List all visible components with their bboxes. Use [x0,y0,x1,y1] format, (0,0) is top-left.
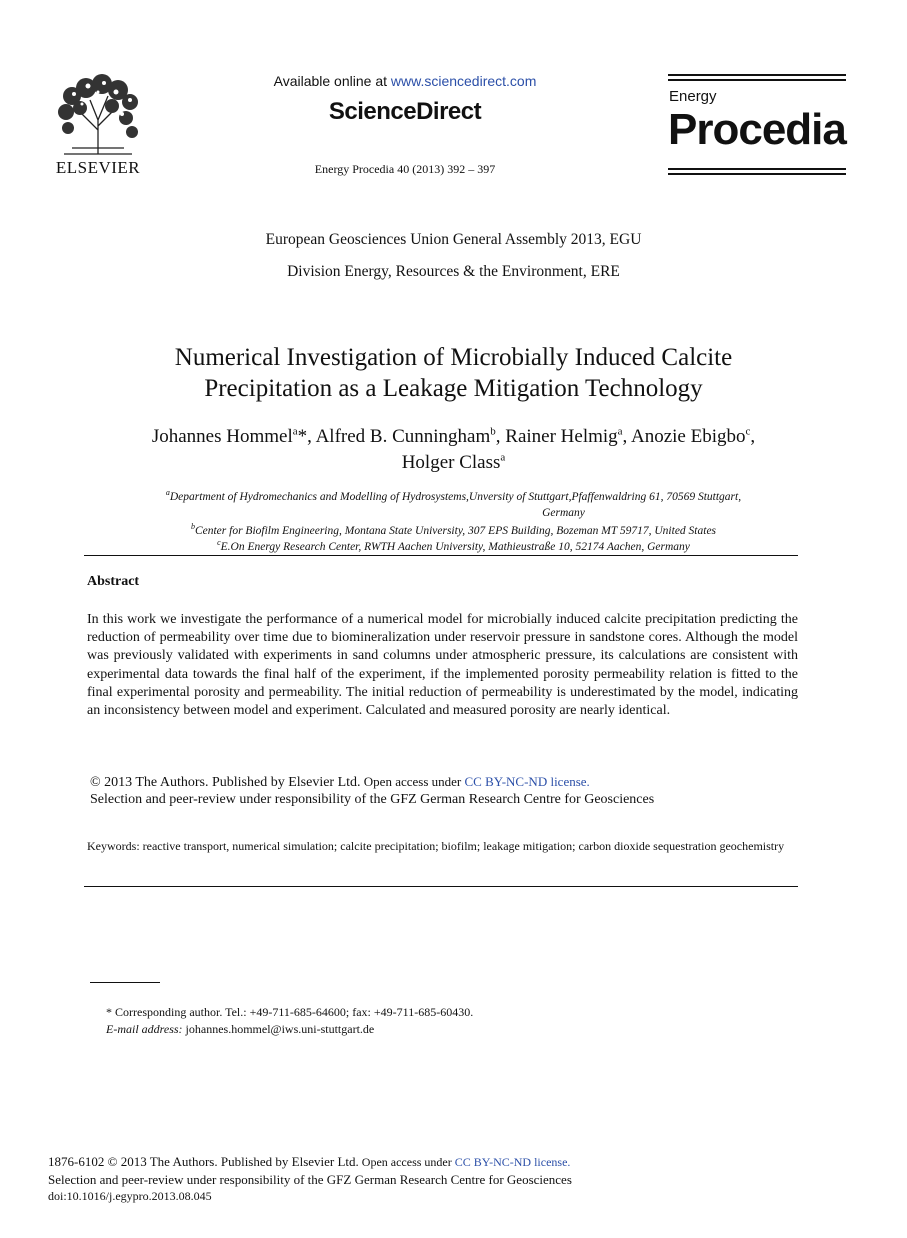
footnote [106,1004,806,1038]
affil-mark: a [165,488,170,498]
author-name: Alfred B. Cunningham [315,426,491,447]
footer-open-access: Open access under [358,1155,455,1169]
page-footer [48,1153,828,1205]
affiliation-b [90,523,817,539]
author-list [70,424,837,476]
logo-rule-bottom [668,168,846,170]
author-sep: , [622,426,631,447]
author-sep: , [750,426,756,447]
logo-rule-top-2 [668,79,846,81]
author-affil-mark: b [490,425,496,438]
affil-c-text: E.On Energy Research Center, RWTH Aachen University, Mathieustraße 10, 52174 Aachen, Germany [220,541,690,553]
author-name: Anozie Ebigbo [631,426,746,447]
logo-rule-bottom-2 [668,173,846,175]
affiliation-c [90,539,817,555]
abstract-heading: Abstract [87,574,140,589]
open-access-text: Open access under [360,774,465,789]
affiliation-a [90,489,817,521]
author-name: Johannes Hommel [151,426,293,447]
affil-a-line-2: Germany [542,507,585,519]
email-label: E-mail address: [106,1022,183,1036]
abstract-text: In this work we investigate the performance of a numerical model for microbially induced calcite precipitation predicting the reduction of permeability over time due to biomineralization under reservoir pressure in sandstone cores. Although the model was previously validated with experiments in sand columns under atmospheric pressure, its calculations are consistent with experimental data towards the final half of the experiment, if the implemented porosity permeability relation is fitted to the final experimental porosity and permeability. The initial reduction of permeability is underestimated by the model, indicating an inconsistency between model and experiment. Calculated and measured porosity are nearly identical. [87,612,798,719]
divider-bottom [84,886,798,887]
author-affil-mark: a [617,425,623,438]
available-online [230,73,580,89]
author-affil-mark: c [745,425,751,438]
journal-reference: Energy Procedia 40 (2013) 392 – 397 [314,162,496,176]
title-line-2: Precipitation as a Leakage Mitigation Technology [204,375,703,402]
copyright-text: © 2013 The Authors. Published by Elsevier Ltd. [90,775,361,790]
author-sep: , [495,426,506,447]
title-line-1: Numerical Investigation of Microbially Induced Calcite [174,344,733,371]
conference-line-2: Division Energy, Resources & the Environment, ERE [287,263,620,280]
elsevier-wordmark: ELSEVIER [55,158,141,177]
keywords: Keywords: reactive transport, numerical simulation; calcite precipitation; biofilm; leakage mitigation; carbon dioxide sequestration geochemistry [87,839,785,853]
footer-peer-review: Selection and peer-review under responsibility of the GFZ German Research Centre for Geosciences [48,1172,572,1187]
sciencedirect-logo: ScienceDirect [328,98,482,125]
elsevier-tree-icon [52,74,144,156]
author-line-2 [70,450,837,476]
affil-mark: b [190,522,195,532]
corresponding-author: * Corresponding author. Tel.: +49-711-685-64600; fax: +49-711-685-60430. [106,1005,474,1019]
doi[interactable]: doi:10.1016/j.egypro.2013.08.045 [48,1189,212,1203]
conference-line-1: European Geosciences Union General Assembly 2013, EGU [265,231,642,248]
affil-b-text: Center for Biofilm Engineering, Montana State University, 307 EPS Building, Bozeman MT 59717, United States [194,525,717,537]
affil-a-line-1: Department of Hydromechanics and Modelling of Hydrosystems,Unversity of Stuttgart,Pfaffenwaldring 61, 70569 Stuttgart, [169,491,742,503]
logo-rule-top [668,74,846,76]
affil-mark: c [217,538,221,548]
journal-big-name: Procedia [668,105,846,154]
footer-license-link[interactable]: CC BY-NC-ND license. [454,1155,571,1169]
sciencedirect-link[interactable]: www.sciencedirect.com [390,73,537,89]
issn-copyright: 1876-6102 © 2013 The Authors. Published by Elsevier Ltd. [48,1154,359,1169]
author-sep: *, [297,426,316,447]
available-prefix: Available online at [273,73,391,89]
divider-top [84,555,798,556]
footnote-rule [90,982,160,983]
email-address[interactable]: johannes.hommel@iws.uni-stuttgart.de [182,1022,375,1036]
energy-procedia-logo [668,74,846,176]
peer-review-text: Selection and peer-review under responsibility of the GFZ German Research Centre for Geosciences [90,792,655,807]
author-name: Rainer Helmig [505,426,618,447]
elsevier-logo [50,74,146,178]
copyright-block [90,773,790,808]
author-name: Holger Class [401,452,501,473]
author-affil-mark: a [500,451,506,464]
license-link[interactable]: CC BY-NC-ND license. [464,774,590,789]
journal-small-name: Energy [669,88,717,105]
article-title [80,342,827,404]
author-affil-mark: a [292,425,298,438]
author-line-1 [70,424,837,450]
